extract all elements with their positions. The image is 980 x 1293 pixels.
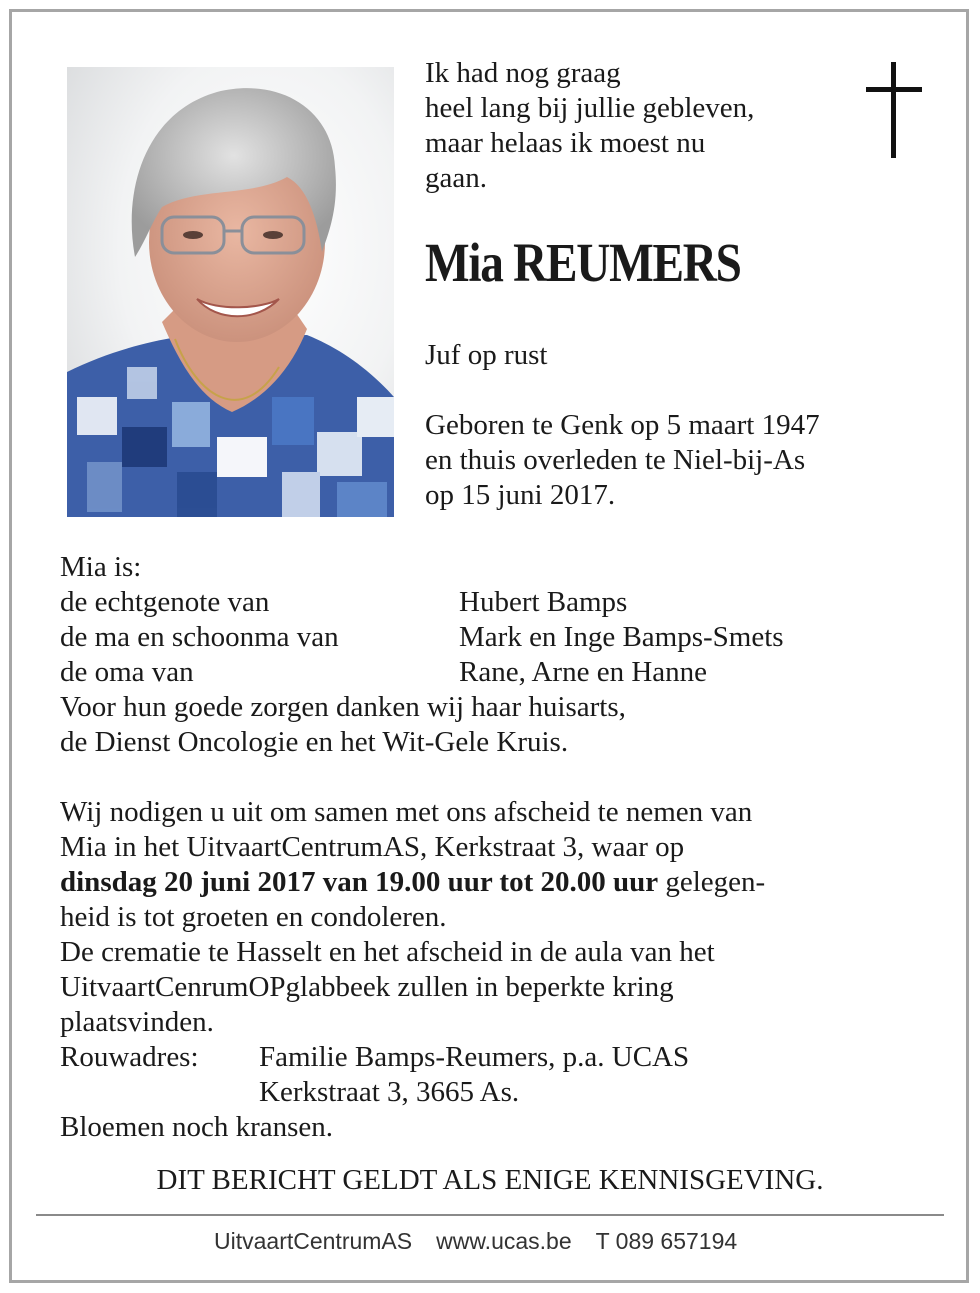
footer <box>214 1227 737 1255</box>
life-line: op 15 juni 2017. <box>425 479 616 511</box>
visitation-time: dinsdag 20 juni 2017 van 19.00 uur tot 20.00 uur <box>60 866 659 898</box>
relation-role: de ma en schoonma van <box>60 621 339 653</box>
relation-names: Rane, Arne en Hanne <box>459 656 708 688</box>
announcement-body <box>60 550 940 1145</box>
invitation-line: Wij nodigen u uit om samen met ons afscheid te nemen van <box>60 796 753 828</box>
relation-names: Mark en Inge Bamps-Smets <box>459 621 784 653</box>
flowers-note: Bloemen noch kransen. <box>60 1111 334 1143</box>
footer-phone: T 089 657194 <box>595 1228 738 1254</box>
family-intro: Mia is: <box>60 551 142 583</box>
thanks-line: de Dienst Oncologie en het Wit-Gele Kruis. <box>60 726 569 758</box>
life-line: en thuis overleden te Niel-bij-As <box>425 444 806 476</box>
relation-row <box>60 655 940 690</box>
cremation-line: De crematie te Hasselt en het afscheid in de aula van het <box>60 936 715 968</box>
address-row <box>60 1040 940 1075</box>
portrait-photo <box>67 67 394 517</box>
footer-website: www.ucas.be <box>436 1228 572 1254</box>
cross-icon <box>866 62 922 158</box>
poem-line: heel lang bij jullie gebleven, <box>425 92 755 124</box>
poem-line: Ik had nog graag <box>425 57 621 89</box>
relation-role: de echtgenote van <box>60 586 270 618</box>
address-line: Familie Bamps-Reumers, p.a. UCAS <box>259 1041 690 1073</box>
footer-company: UitvaartCentrumAS <box>214 1228 413 1254</box>
address-label: Rouwadres: <box>60 1041 199 1073</box>
birth-death-info <box>425 408 820 513</box>
address-line: Kerkstraat 3, 3665 As. <box>259 1076 520 1108</box>
poem-line: gaan. <box>425 162 487 194</box>
relation-row <box>60 620 940 655</box>
thanks-line: Voor hun goede zorgen danken wij haar huisarts, <box>60 691 626 723</box>
poem-line: maar helaas ik moest nu <box>425 127 706 159</box>
cremation-line: UitvaartCenrumOPglabbeek zullen in beperkte kring <box>60 971 674 1003</box>
deceased-occupation: Juf op rust <box>425 339 548 371</box>
sole-notice-statement: DIT BERICHT GELDT ALS ENIGE KENNISGEVING. <box>156 1164 824 1196</box>
invitation-line-rest: gelegen- <box>658 866 766 898</box>
memorial-poem <box>425 56 845 196</box>
invitation-line <box>60 865 940 900</box>
deceased-name: Mia REUMERS <box>425 232 741 293</box>
relation-role: de oma van <box>60 656 194 688</box>
relation-row <box>60 585 940 620</box>
cremation-line: plaatsvinden. <box>60 1006 214 1038</box>
life-line: Geboren te Genk op 5 maart 1947 <box>425 409 820 441</box>
invitation-line: heid is tot groeten en condoleren. <box>60 901 447 933</box>
relation-names: Hubert Bamps <box>459 586 628 618</box>
address-row <box>60 1075 940 1110</box>
footer-divider <box>36 1214 944 1216</box>
invitation-line: Mia in het UitvaartCentrumAS, Kerkstraat 3, waar op <box>60 831 685 863</box>
